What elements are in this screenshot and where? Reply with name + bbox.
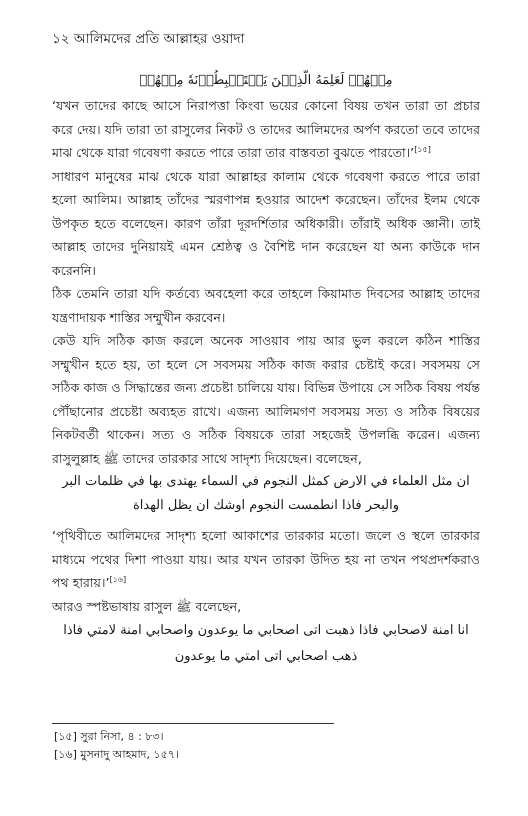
footnote-16: [১৬] মুসনাদু আহমাদ, ১৫৭। — [54, 748, 179, 761]
footnote-divider — [52, 723, 334, 724]
paragraph-intro-hadith: আরও স্পষ্টভাষায় রাসুল ﷺ বলেছেন, — [52, 598, 242, 614]
paragraph-verse-translation — [52, 94, 480, 165]
page-body — [52, 30, 480, 670]
footnote-ref-16[interactable]: [১৬] — [109, 574, 127, 584]
footnote-15: [১৫] সুরা নিসা, ৪ : ৮৩। — [54, 730, 164, 743]
quran-verse: مِنۡهُمۡ لَعَلِمَهُ الَّذِيۡنَ يَسۡتَنۡبِطُوۡنَهٗ مِنۡهُمۡ — [139, 73, 393, 88]
footnote-ref-15[interactable]: [১৫] — [414, 144, 431, 154]
page-header: ১২ আলিমদের প্রতি আল্লাহর ওয়াদা — [52, 31, 245, 47]
paragraph-scholars: সাধারণ মানুষের মাঝ থেকে যারা আল্লাহর কালাম থেকে গবেষণা করতে পারে তারা হলো আলিম। আল্লাহ তাঁদের স্মরণাপন্ন হওয়ার আদেশ করেছেন। তাঁদের ইলম থেকে উপকৃত হতে বলেছেন। কারণ তাঁরা দূরদর্শিতার অধিকারী। তাঁরাই অধিক জ্ঞানী। তাই আল্লাহ তাদের দুনিয়ায়ই এমন শ্রেষ্ঠত্ব ও বৈশিষ্ট দান করেছেন যা অন্য কাউকে দান করেননি। — [52, 168, 480, 278]
hadith-translation-text: ‘পৃথিবীতে আলিমদের সাদৃশ্য হলো আকাশের তারকার মতো। জলে ও স্থলে তারকার মাধ্যমে পথের দিশা পাওয়া যায়। আর যখন তারকা উদিত হয় না তখন পথপ্রদর্শকরাও পথ হারায়।’ — [52, 528, 480, 590]
paragraph-negligence: ঠিক তেমনি তারা যদি কর্তব্যে অবহেলা করে তাহলে কিয়ামাত দিবসের আল্লাহ তাদের যন্ত্রণাদায়ক শাস্তির সম্মুখীন করবেন। — [52, 286, 480, 325]
paragraph-hadith-translation — [52, 524, 480, 595]
hadith-companions-arabic: انا امنة لاصحابي فاذا ذهبت اتى اصحابي ما يوعدون واصحابي امنة لامتي فاذا ذهب اصحابي اتى امتي ما يوعدون — [63, 623, 469, 664]
hadith-stars-arabic: ان مثل العلماء في الارض كمثل النجوم في السماء يهتدى بها في ظلمات البر والبحر فاذا انطمست النجوم اوشك ان يظل الهداة — [62, 474, 470, 513]
verse-translation-text: ‘যখন তাদের কাছে আসে নিরাপত্তা কিংবা ভয়ের কোনো বিষয় তখন তারা তা প্রচার করে দেয়। যদি তারা তা রাসুলের নিকট ও তাদের আলিমদের অর্পণ করতো তবে তাদের মাঝ থেকে যারা গবেষণা করতে পারে তারা তার বাস্তবতা বুঝতে পারতো।’ — [52, 98, 480, 160]
paragraph-correct-work: কেউ যদি সঠিক কাজ করলে অনেক সাওয়াব পায় আর ভুল করলে কঠিন শাস্তির সম্মুখীন হতে হয়, তা হলে সে সবসময় সঠিক কাজ করার চেষ্টাই করে। সবসময় সে সঠিক কাজ ও সিদ্ধান্তের জন্য প্রচেষ্টা চালিয়ে যায়। বিভিন্ন উপায়ে সে সঠিক বিষয় পর্যন্ত পৌঁছানোর প্রচেষ্টা অব্যহত রাখে। এজন্য আলিমগণ সবসময় সত্য ও সঠিক বিষয়ের নিকটবর্তী থাকেন। সত্য ও সঠিক বিষয়কে তারা সহজেই উপলব্ধি করেন। এজন্য রাসুলুল্লাহ ﷺ তাদের তারকার সাথে সাদৃশ্য দিয়েছেন। বলেছেন, — [52, 333, 480, 466]
